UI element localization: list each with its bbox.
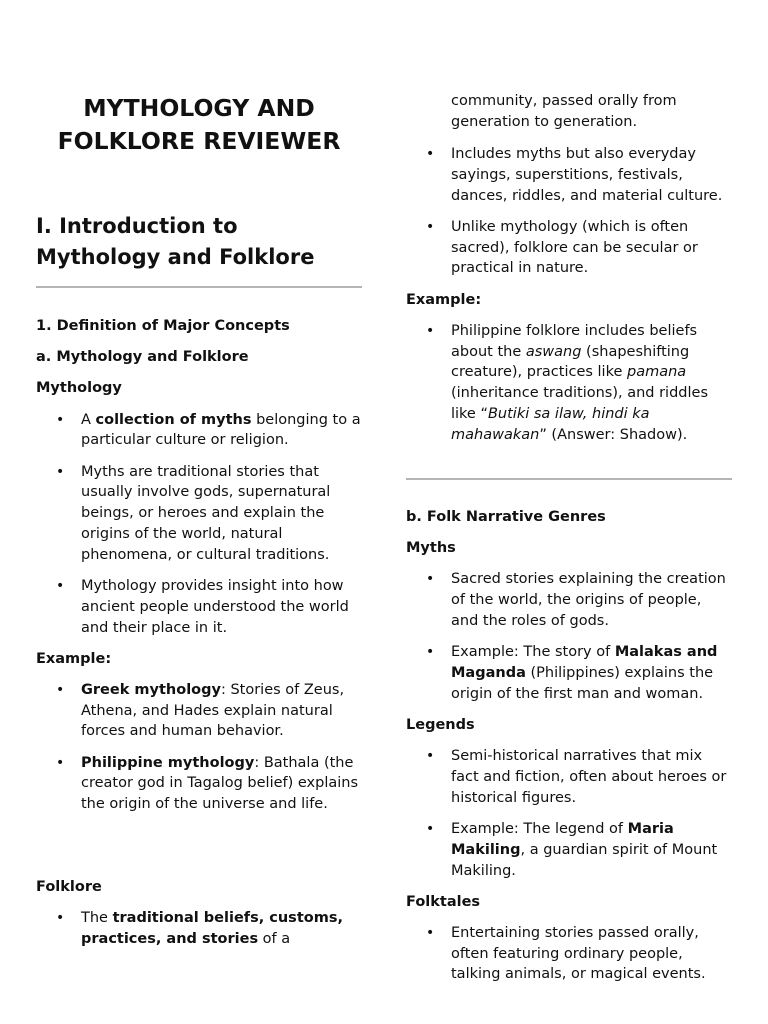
list-item: • The traditional beliefs, customs, practices, and stories of a (36, 908, 362, 950)
subsection-a-heading: a. Mythology and Folklore (36, 349, 249, 366)
folklore-continued-block (406, 144, 732, 456)
section-heading: I. Introduction to Mythology and Folklore (36, 214, 315, 269)
document-title: MYTHOLOGY AND FOLKLORE REVIEWER (57, 94, 341, 155)
list-item: • Mythology provides insight into how ancient people understood the world and their place in it. (36, 576, 362, 638)
folktales-label: Folktales (406, 893, 481, 910)
mythology-list (36, 410, 362, 639)
example-label: Example: (406, 291, 482, 308)
mythology-label: Mythology (36, 380, 122, 397)
section-divider (36, 286, 362, 288)
section-divider (406, 478, 732, 480)
concepts-block (36, 316, 362, 825)
list-item: • A collection of myths belonging to a particular culture or religion. (36, 410, 362, 452)
example-label: Example: (36, 650, 112, 667)
list-item: • Philippine folklore includes beliefs about the aswang (shapeshifting creature), practices like pamana (inheritance traditions), and riddles like “Butiki sa ilaw, hindi ka mahawakan” (Answer: Shadow). (406, 321, 732, 446)
list-item: • Philippine mythology: Bathala (the creator god in Tagalog belief) explains the origin of the universe and life. (36, 753, 362, 815)
myths-label: Myths (406, 540, 456, 557)
list-item: • Semi-historical narratives that mix fact and fiction, often about heroes or historical figures. (406, 746, 732, 808)
genres-block (406, 507, 732, 996)
mythology-example-list (36, 680, 362, 815)
list-item: • Example: The story of Malakas and Maganda (Philippines) explains the origin of the first man and woman. (406, 642, 732, 704)
legends-label: Legends (406, 716, 475, 733)
legends-list (406, 746, 732, 881)
definitions-heading: 1. Definition of Major Concepts (36, 318, 290, 334)
myths-list (406, 569, 732, 704)
folklore-block (36, 877, 362, 960)
folktales-list (406, 923, 732, 985)
subsection-b-heading: b. Folk Narrative Genres (406, 509, 606, 525)
list-item: • Greek mythology: Stories of Zeus, Athena, and Hades explain natural forces and human behavior. (36, 680, 362, 742)
list-item: • Example: The legend of Maria Makiling, a guardian spirit of Mount Makiling. (406, 819, 732, 881)
list-item: • Includes myths but also everyday sayings, superstitions, festivals, dances, riddles, and material culture. (406, 144, 732, 206)
list-item: • Entertaining stories passed orally, often featuring ordinary people, talking animals, or magical events. (406, 923, 732, 985)
folklore-list (36, 908, 362, 950)
list-item: • Sacred stories explaining the creation of the world, the origins of people, and the roles of gods. (406, 569, 732, 631)
folklore-continued-text: community, passed orally from generation to generation. (451, 93, 677, 130)
list-item: • Unlike mythology (which is often sacred), folklore can be secular or practical in nature. (406, 217, 732, 279)
list-item: • Myths are traditional stories that usually involve gods, supernatural beings, or heroes and explain the origins of the world, natural phenomena, or cultural traditions. (36, 462, 362, 566)
folklore-list-continued (406, 144, 732, 279)
folklore-example-list (406, 321, 732, 446)
folklore-label: Folklore (36, 879, 102, 895)
